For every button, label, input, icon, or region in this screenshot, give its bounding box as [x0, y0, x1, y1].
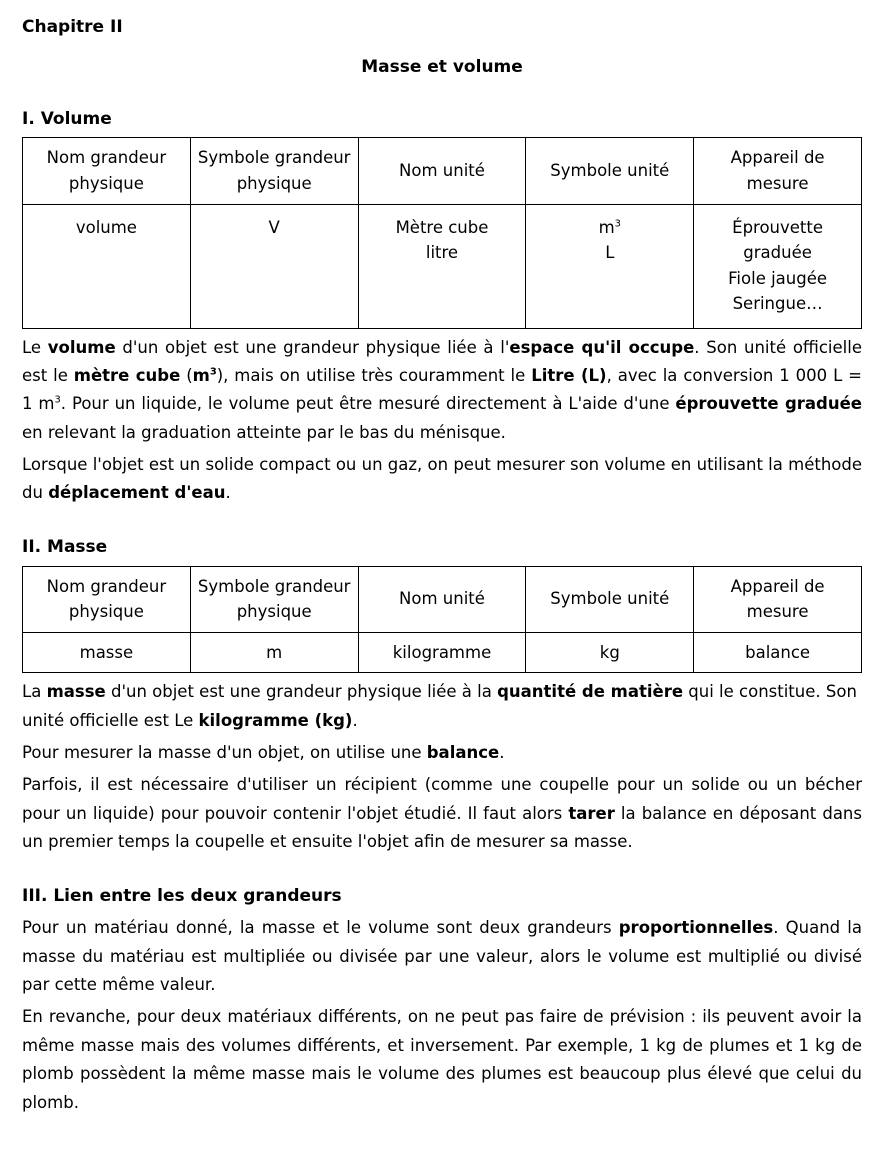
table-header-cell: Symbole unité — [526, 138, 694, 204]
volume-paragraph-1 — [22, 334, 862, 448]
symbole-m-exponent: 3 — [614, 218, 621, 230]
text-run: La — [22, 682, 47, 702]
cell-appareil-mesure — [694, 204, 862, 328]
text-bold: espace qu'il occupe — [509, 337, 695, 357]
appareil-line1: Éprouvette — [732, 217, 824, 237]
text-bold: kilogramme (kg) — [198, 710, 353, 730]
cell-nom-grandeur: volume — [23, 204, 191, 328]
text-run: qui le constitue. Son unité officielle est Le — [22, 682, 857, 730]
text-bold: tarer — [568, 803, 615, 823]
text-run: Pour mesurer la masse d'un objet, on utilise une — [22, 743, 427, 762]
table-header-row — [23, 566, 862, 632]
lien-paragraph-2: En revanche, pour deux matériaux différents, on ne peut pas faire de prévision : ils peuvent avoir la même masse mais des volumes différents, et inversement. Par exemple, 1 kg de plumes et 1 kg de plomb possèdent la même masse mais le volume des plumes est beaucoup plus élevé que celui du plomb. — [22, 1007, 862, 1112]
text-bold: Litre (L) — [531, 365, 607, 385]
section-heading-volume: I. Volume — [22, 108, 112, 129]
table-header-cell: Nom unité — [358, 138, 526, 204]
table-header-cell: Symbole unité — [526, 566, 694, 632]
text-bold: masse — [46, 682, 106, 702]
chapter-label: Chapitre II — [22, 17, 123, 37]
cell-symbole-grandeur: V — [190, 204, 358, 328]
exponent: 3 — [209, 366, 217, 378]
page-title: Masse et volume — [361, 56, 523, 77]
text-bold: proportionnelles — [618, 918, 774, 938]
cell-symbole-unite: kg — [526, 632, 694, 673]
section-heading-masse: II. Masse — [22, 536, 108, 557]
table-header-cell: Nom unité — [358, 566, 526, 632]
masse-table — [22, 566, 862, 674]
table-header-cell: Nom grandeur physique — [23, 566, 191, 632]
text-run: . — [352, 710, 358, 730]
text-bold: balance — [426, 743, 500, 762]
text-run: . — [225, 483, 231, 503]
text-run: d'un objet est une grandeur physique liée à l' — [115, 337, 510, 357]
table-row — [23, 632, 862, 673]
text-run: . — [499, 743, 505, 762]
table-header-cell: Appareil de mesure — [694, 566, 862, 632]
text-bold: quantité de matière — [497, 682, 684, 702]
text-run: ), mais on utilise très couramment le — [216, 365, 532, 385]
section-heading-lien: III. Lien entre les deux grandeurs — [22, 885, 342, 906]
appareil-line4: Seringue… — [732, 294, 823, 314]
cell-nom-unite — [358, 204, 526, 328]
text-bold — [193, 366, 217, 385]
volume-table — [22, 137, 862, 328]
cell-symbole-unite-line1 — [530, 215, 689, 241]
cell-symbole-grandeur: m — [190, 632, 358, 673]
cell-appareil-mesure: balance — [694, 632, 862, 673]
masse-paragraph-2 — [22, 739, 862, 767]
table-header-row — [23, 138, 862, 204]
cell-nom-unite-line2: litre — [425, 243, 459, 263]
text-run: ( — [180, 365, 193, 385]
masse-paragraph-1 — [22, 678, 862, 735]
table-header-cell: Nom grandeur physique — [23, 138, 191, 204]
text-bold: volume — [47, 337, 116, 357]
cell-nom-unite: kilogramme — [358, 632, 526, 673]
cell-symbole-unite — [526, 204, 694, 328]
text-run: Pour un matériau donné, la masse et le volume sont deux grandeurs — [22, 918, 619, 938]
text-run: . Quand la masse du matériau est multipliée ou divisée par une valeur, alors le volume est multiplié ou divisé par cette même valeur. — [22, 918, 862, 995]
exponent: 3 — [54, 394, 61, 406]
cell-nom-grandeur: masse — [23, 632, 191, 673]
text-run: d'un objet est une grandeur physique liée à la — [105, 682, 498, 702]
appareil-line3: Fiole jaugée — [728, 268, 828, 288]
text-run: en relevant la graduation atteinte par le bas du ménisque. — [22, 422, 506, 442]
text-bold: mètre cube — [73, 365, 181, 385]
text-run: Lorsque l'objet est un solide compact ou un gaz, on peut mesurer son volume en utilisant la méthode du — [22, 455, 862, 503]
text-run: Le — [22, 337, 48, 357]
text-bold: éprouvette graduée — [675, 394, 862, 414]
text-run: . Son unité officielle est le — [22, 337, 862, 385]
text-run: m — [192, 365, 210, 385]
text-run: , avec la conversion 1 000 L = 1 m — [22, 365, 862, 414]
text-run: Parfois, il est nécessaire d'utiliser un récipient (comme une coupelle pour un solide ou un bécher pour un liquide) pour pouvoir contenir l'objet étudié. Il faut alors — [22, 775, 862, 823]
lien-paragraph-1 — [22, 914, 862, 999]
masse-paragraph-3 — [22, 771, 862, 856]
table-row — [23, 204, 862, 328]
appareil-line2: graduée — [743, 243, 812, 263]
volume-paragraph-2 — [22, 451, 862, 508]
table-header-cell: Symbole grandeur physique — [190, 138, 358, 204]
table-header-cell: Symbole grandeur physique — [190, 566, 358, 632]
table-header-cell: Appareil de mesure — [694, 138, 862, 204]
symbole-m: m — [598, 217, 615, 237]
text-run: la balance en déposant dans un premier temps la coupelle et ensuite l'objet afin de mesurer sa masse. — [22, 803, 862, 852]
text-bold: déplacement d'eau — [48, 483, 226, 503]
cell-symbole-unite-line2: L — [605, 243, 615, 263]
cell-nom-unite-line1: Mètre cube — [395, 217, 489, 237]
text-run: . Pour un liquide, le volume peut être mesuré directement à L'aide d'une — [60, 394, 676, 414]
